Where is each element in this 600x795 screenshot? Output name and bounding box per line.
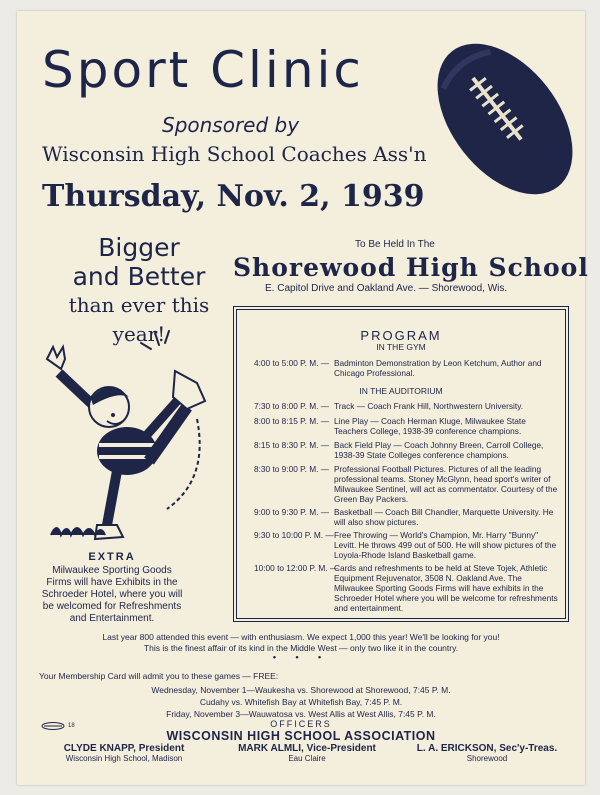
football-illustration: [425, 27, 585, 212]
extra-notice: [17, 551, 207, 625]
program-box: [233, 306, 569, 622]
attendance-note: [17, 632, 585, 654]
games-list: [17, 684, 585, 720]
officer-secretary: L. A. ERICKSON, Sec'y-Treas. Shorewood: [416, 743, 558, 763]
program-row: 7:30 to 8:00 P. M. — Track — Coach Frank Hill, Northwestern University.: [254, 401, 524, 411]
bigger-line-3: than ever this year!: [68, 293, 210, 346]
program-row: 4:00 to 5:00 P. M. — Badminton Demonstration by Leon Ketchum, Author and Chicago Professional.: [254, 358, 542, 378]
bigger-line-1: Bigger: [98, 233, 180, 262]
program-row: 9:30 to 10:00 P. M. — Free Throwing — World's Champion, Mr. Harry "Bunny" Levitt. He throws 499 out of 500. He will show pictures of the Loyola-Rhode Island Basketball game.: [254, 530, 557, 560]
program-row: 8:00 to 8:15 P. M. — Line Play — Coach Herman Kluge, Milwaukee State Teachers College, 1938-39 conference champions.: [254, 416, 526, 436]
program-row: 8:15 to 8:30 P. M. — Back Field Play — Coach Johnny Breen, Carroll College, 1938-39 State Colleges conference champions.: [254, 440, 544, 460]
officer-president: CLYDE KNAPP, President Wisconsin High School, Madison: [63, 743, 185, 763]
attendance-line-2: This is the finest affair of its kind in the Middle West — only two like it in the country.: [143, 643, 459, 653]
poster-title: Sport Clinic: [42, 41, 364, 99]
officers-heading: OFFICERS: [270, 719, 332, 729]
venue-school: Shorewood High School: [233, 253, 589, 282]
auditorium-heading: IN THE AUDITORIUM: [359, 386, 443, 396]
officer-vice-president: MARK ALMLI, Vice-President Eau Claire: [238, 743, 376, 763]
program-row: 10:00 to 12:00 P. M. — Cards and refreshments to be held at Steve Tojek, Athletic Equipment Rejuvenator, 3508 N. Oakland Ave. The Milwaukee Sporting Goods Firms will have exhibits in the Schroeder Hotel where you will be welcome for refreshments and entertainment.: [254, 563, 558, 613]
union-number: 18: [68, 723, 75, 729]
poster-sheet: [17, 11, 589, 785]
game-item: Wednesday, November 1—Waukesha vs. Shorewood at Shorewood, 7:45 P. M.: [151, 685, 451, 695]
venue-address: E. Capitol Drive and Oakland Ave. — Shorewood, Wis.: [265, 283, 508, 294]
association-line: Wisconsin High School Coaches Ass'n: [42, 142, 427, 166]
sponsored-by: Sponsored by: [162, 113, 300, 137]
program-heading: PROGRAM: [360, 328, 442, 343]
event-date: Thursday, Nov. 2, 1939: [42, 179, 425, 214]
program-row: 8:30 to 9:00 P. M. — Professional Football Pictures. Pictures of all the leading professional teams. Stoney McGlynn, head sport's writer of Milwaukee Sentinel, will act as commentator. Courtesy of the Green Bay Packers.: [254, 464, 558, 504]
extra-heading: EXTRA: [88, 551, 136, 563]
kicker-cartoon: [37, 329, 217, 551]
bigger-line-2: and Better: [72, 262, 206, 291]
game-item: Friday, November 3—Wauwatosa vs. West Allis at West Allis, 7:45 P. M.: [166, 709, 436, 719]
gym-heading: IN THE GYM: [376, 342, 426, 352]
association-name: WISCONSIN HIGH SCHOOL ASSOCIATION: [166, 729, 436, 743]
game-item: Cudahy vs. Whitefish Bay at Whitefish Bay, 7:45 P. M.: [199, 697, 403, 707]
extra-body: Milwaukee Sporting Goods Firms will have Exhibits in the Schroeder Hotel, where you will be welcomed for Refreshments and Entertainment.: [41, 565, 183, 624]
held-in-label: To Be Held In The: [355, 239, 435, 250]
divider-dots: • • •: [272, 652, 330, 664]
program-row: 9:00 to 9:30 P. M. — Basketball — Coach Bill Chandler, Marquette University. He will also show pictures.: [254, 507, 554, 527]
attendance-line-1: Last year 800 attended this event — with enthusiasm. We expect 1,000 this year! We'll be looking for you!: [102, 632, 500, 642]
membership-intro: Your Membership Card will admit you to these games — FREE:: [39, 671, 279, 681]
